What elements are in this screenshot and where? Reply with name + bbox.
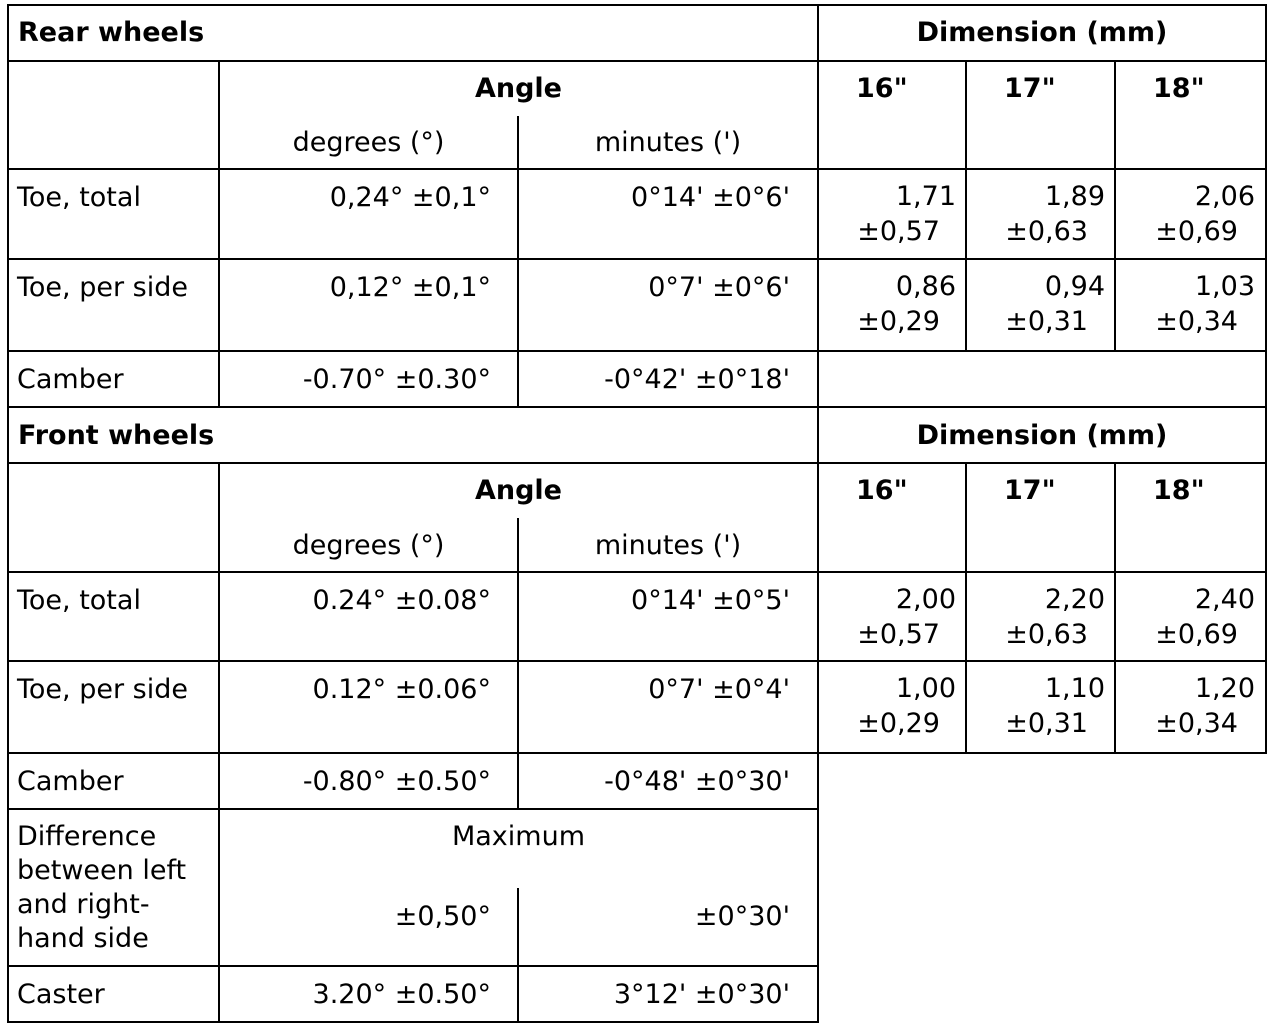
front-toe-total-18-value: 2,40 [1194, 584, 1255, 615]
front-camber-degrees: -0.80° ±0.50° [302, 766, 491, 797]
rear-toe-per-side-18-value: 1,03 [1194, 271, 1255, 302]
front-degrees-header: degrees (°) [292, 530, 445, 561]
rear-toe-total-label: Toe, total [17, 182, 141, 213]
rear-toe-per-side-17-tolerance: ±0,31 [1005, 306, 1088, 337]
front-toe-total-16-value: 2,00 [895, 584, 956, 615]
rear-toe-total-17-tolerance: ±0,63 [1005, 216, 1088, 247]
rear-toe-total-degrees: 0,24° ±0,1° [329, 182, 491, 213]
front-wheels-title: Front wheels [18, 420, 215, 451]
rear-toe-total-16-tolerance: ±0,57 [857, 216, 940, 247]
rear-toe-per-side-16-value: 0,86 [895, 271, 956, 302]
front-dimension-title: Dimension (mm) [916, 420, 1168, 451]
rear-degrees-header: degrees (°) [292, 127, 445, 158]
rear-size-16-header: 16" [856, 73, 908, 104]
rear-dimension-title: Dimension (mm) [916, 17, 1168, 48]
rear-minutes-header: minutes (') [594, 127, 742, 158]
front-toe-total-label: Toe, total [17, 585, 141, 616]
rear-camber-label: Camber [17, 364, 124, 395]
rear-toe-total-18-value: 2,06 [1194, 181, 1255, 212]
rear-toe-per-side-17-value: 0,94 [1044, 271, 1105, 302]
rear-camber-minutes: -0°42' ±0°18' [604, 364, 790, 395]
front-toe-per-side-18-value: 1,20 [1194, 673, 1255, 704]
difference-label-line-4: hand side [17, 923, 149, 954]
difference-minutes: ±0°30' [694, 901, 790, 932]
front-toe-per-side-17-tolerance: ±0,31 [1005, 708, 1088, 739]
front-minutes-header: minutes (') [594, 530, 742, 561]
front-size-16-header: 16" [856, 475, 908, 506]
caster-label: Caster [17, 979, 105, 1010]
front-size-18-header: 18" [1153, 475, 1205, 506]
rear-size-17-header: 17" [1004, 73, 1056, 104]
difference-label-line-1: Difference [17, 821, 157, 852]
front-toe-per-side-minutes: 0°7' ±0°4' [648, 674, 790, 705]
rear-toe-total-18-tolerance: ±0,69 [1155, 216, 1238, 247]
front-camber-minutes: -0°48' ±0°30' [604, 766, 790, 797]
rear-toe-total-17-value: 1,89 [1044, 181, 1105, 212]
front-size-17-header: 17" [1004, 475, 1056, 506]
rear-toe-per-side-16-tolerance: ±0,29 [857, 306, 940, 337]
front-toe-per-side-18-tolerance: ±0,34 [1155, 708, 1238, 739]
front-toe-total-18-tolerance: ±0,69 [1155, 619, 1238, 650]
front-toe-per-side-16-tolerance: ±0,29 [857, 708, 940, 739]
caster-minutes: 3°12' ±0°30' [613, 979, 790, 1010]
rear-camber-degrees: -0.70° ±0.30° [302, 364, 491, 395]
front-toe-total-minutes: 0°14' ±0°5' [631, 585, 790, 616]
rear-toe-total-minutes: 0°14' ±0°6' [631, 182, 790, 213]
front-toe-per-side-label: Toe, per side [17, 674, 188, 705]
front-toe-total-degrees: 0.24° ±0.08° [312, 585, 491, 616]
difference-maximum-header: Maximum [451, 821, 586, 852]
rear-toe-total-16-value: 1,71 [895, 181, 956, 212]
front-toe-per-side-17-value: 1,10 [1044, 673, 1105, 704]
rear-toe-per-side-label: Toe, per side [17, 272, 188, 303]
front-toe-total-17-tolerance: ±0,63 [1005, 619, 1088, 650]
rear-angle-header: Angle [474, 73, 562, 104]
rear-toe-per-side-18-tolerance: ±0,34 [1155, 306, 1238, 337]
front-angle-header: Angle [474, 475, 562, 506]
rear-wheels-title: Rear wheels [18, 17, 205, 48]
front-toe-per-side-degrees: 0.12° ±0.06° [312, 674, 491, 705]
front-camber-label: Camber [17, 766, 124, 797]
front-toe-per-side-16-value: 1,00 [895, 673, 956, 704]
rear-size-18-header: 18" [1153, 73, 1205, 104]
rear-toe-per-side-degrees: 0,12° ±0,1° [329, 272, 491, 303]
caster-degrees: 3.20° ±0.50° [312, 979, 491, 1010]
difference-label-line-2: between left [17, 855, 187, 886]
difference-degrees: ±0,50° [394, 901, 491, 932]
difference-label-line-3: and right- [17, 889, 150, 920]
front-toe-total-16-tolerance: ±0,57 [857, 619, 940, 650]
front-toe-total-17-value: 2,20 [1044, 584, 1105, 615]
rear-toe-per-side-minutes: 0°7' ±0°6' [648, 272, 790, 303]
